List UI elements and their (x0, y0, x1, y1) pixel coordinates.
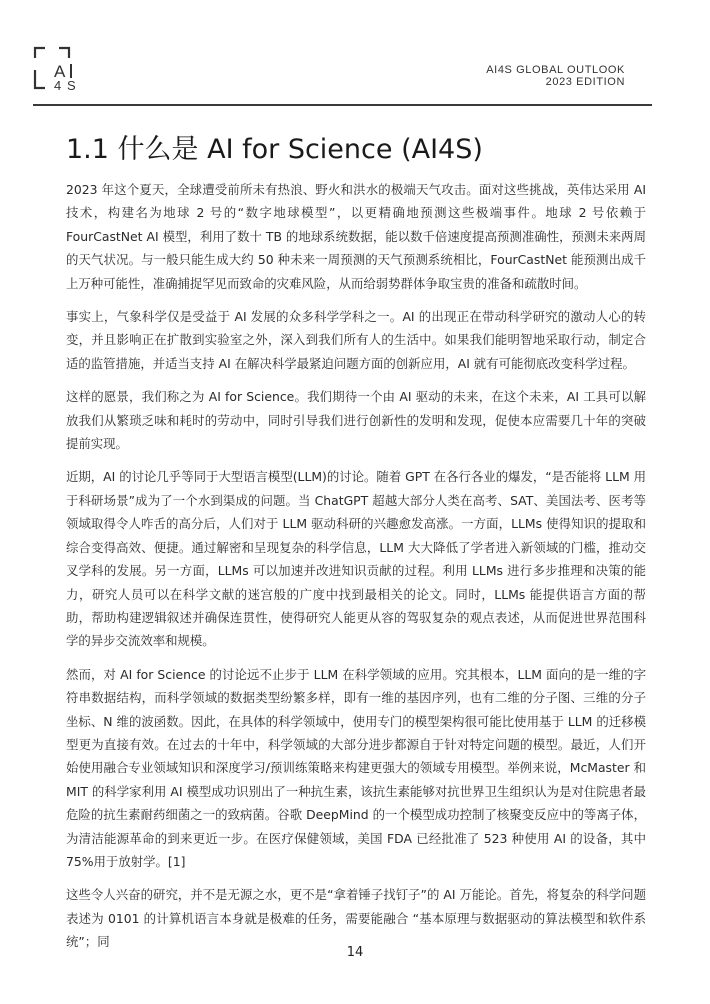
ai4s-logo-mark (33, 44, 93, 94)
header-divider (33, 104, 652, 106)
paragraph: 这些令人兴奋的研究，并不是无源之水，更不是“拿着锤子找钉子”的 AI 万能论。首先，将复杂的科学问题表述为 0101 的计算机语言本身就是极难的任务，需要能融合 “基本原理与数据驱动的算法模型和软件系统”；同 (66, 887, 646, 950)
svg-text:S: S (67, 78, 76, 93)
paragraph: 然而，对 AI for Science 的讨论远不止步于 LLM 在科学领域的应用。究其根本，LLM 面向的是一维的字符串数据结构，而科学领域的数据类型纷繁多样，即有一维的基因序列，也有二维的分子图、三维的分子坐标、N 维的波函数。因此，在具体的科学领域中，使用专门的模型架构很可能比使用基于 LLM 的迁移模型更为直接有效。在过去的十年中，科学领域的大部分进步都源自于针对特定问题的模型。最近，人们开始使用融合专业领域知识和深度学习/预训练策略来构建更强大的领域专用模型。举例来说，McMaster 和 MIT 的科学家利用 AI 模型成功识别出了一种抗生素，该抗生素能够对抗世界卫生组织认为是对住院患者最危险的抗生素耐药细菌之一的致病菌。谷歌 DeepMind 的一个模型成功控制了核聚变反应中的等离子体，为清洁能源革命的到来更近一步。在医疗保健领域，美国 FDA 已经批准了 523 种使用 AI 的设备，其中 75%用于放射学。[1] (66, 666, 646, 869)
page-number: 14 (346, 945, 364, 960)
svg-text:A: A (54, 62, 66, 81)
section-title: 1.1 什么是 AI for Science (AI4S) (66, 134, 483, 165)
header-line-2: 2023 EDITION (545, 76, 625, 88)
svg-text:4: 4 (54, 78, 62, 93)
paragraph: 近期，AI 的讨论几乎等同于大型语言模型(LLM)的讨论。随着 GPT 在各行各业的爆发，“是否能将 LLM 用于科研场景”成为了一个水到渠成的问题。当 ChatGPT 超越大部分人类在高考、SAT、美国法考、医考等领域取得令人咋舌的高分后，人们对于 LLM 驱动科研的兴趣愈发高涨。一方面，LLMs 使得知识的提取和综合变得高效、便捷。通过解密和呈现复杂的科学信息，LLM 大大降低了学者进入新领域的门槛，推动交叉学科的发展。另一方面，LLMs 可以加速并改进知识贡献的过程。利用 LLMs 进行多步推理和决策的能力，研究人员可以在科学文献的迷宫般的广度中找到最相关的论文。同时，LLMs 能提供语言方面的帮助，帮助构建逻辑叙述并确保连贯性，使得研究人能更从容的驾驭复杂的观点表述，从而促进世界范围科学的异步交流效率和规模。 (66, 469, 646, 649)
paragraph: 2023 年这个夏天，全球遭受前所未有热浪、野火和洪水的极端天气攻击。面对这些挑战，英伟达采用 AI 技术，构建名为地球 2 号的“数字地球模型”，以更精确地预测这些极端事件。地球 2 号依赖于 FourCastNet AI 模型，利用了数十 TB 的地球系统数据，能以数千倍速度提高预测准确性，预测未来两周的天气状况。与一般只能生成大约 50 种未来一周预测的天气预测系统相比，FourCastNet 能预测出成千上万种可能性，准确捕捉罕见而致命的灾难风险，从而给弱势群体争取宝贵的准备和疏散时间。 (66, 182, 646, 291)
ai4s-logo (33, 44, 93, 94)
body-text (66, 178, 646, 964)
paragraph: 事实上，气象科学仅是受益于 AI 发展的众多科学学科之一。AI 的出现正在带动科学研究的激动人心的转变，并且影响正在扩散到实验室之外，深入到我们所有人的生活中。如果我们能明智地采取行动，制定合适的监管措施，并适当支持 AI 在解决科学最紧迫问题方面的创新应用，AI 就有可能彻底改变科学过程。 (66, 309, 646, 371)
paragraph: 这样的愿景，我们称之为 AI for Science。我们期待一个由 AI 驱动的未来，在这个未来，AI 工具可以解放我们从繁琐乏味和耗时的劳动中，同时引导我们进行创新性的发明和发现，促使本应需要几十年的突破提前实现。 (66, 389, 646, 452)
report-header (486, 64, 625, 88)
header-line-1: AI4S GLOBAL OUTLOOK (486, 64, 625, 76)
